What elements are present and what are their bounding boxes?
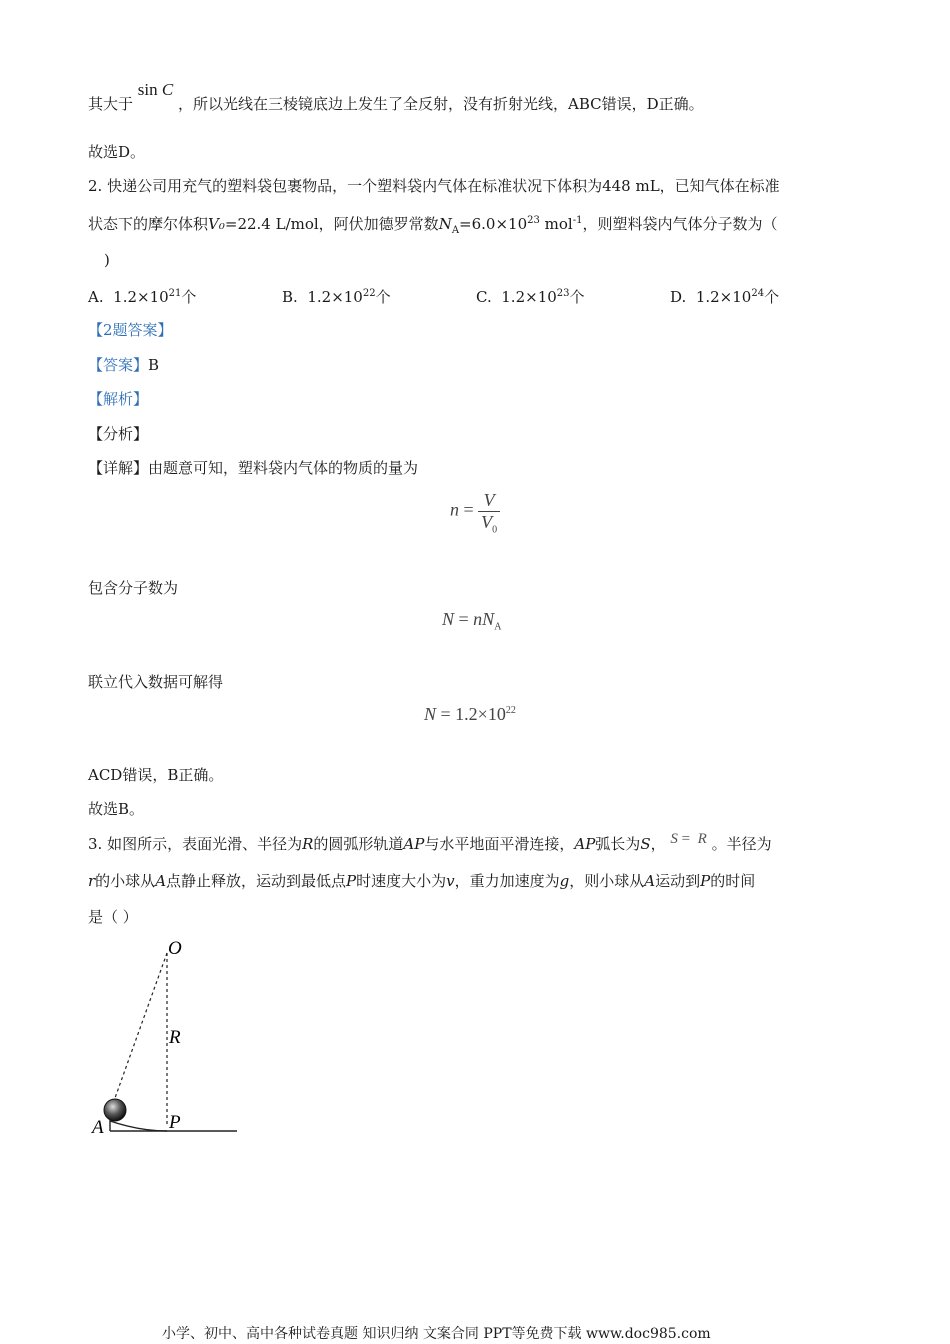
text-line-1 <box>88 80 704 114</box>
text-line: 故选B。 <box>88 800 145 818</box>
sin-c-expression: sin C <box>137 80 174 99</box>
answer-line: 【答案】B <box>88 356 160 374</box>
text-line: 联立代入数据可解得 <box>88 673 224 691</box>
label-p: P <box>169 1112 181 1133</box>
analysis-heading: 【解析】 <box>88 390 149 408</box>
footer-text: 小学、初中、高中各种试卷真题 知识归纳 文案合同 PPT等免费下载 www.doc985.com <box>162 1326 711 1342</box>
question-2-line-2: 状态下的摩尔体积V₀=22.4 L/mol，阿伏加德罗常数$N_A=6.0\times 10^{23}$ mol$^{-1}$，则塑料袋内气体分子数为（ <box>88 215 778 236</box>
text: ，所以光线在三棱镜底边上发生了全反射，没有折射光线，ABC错误，D正确。 <box>178 95 704 113</box>
question-3-line-2: r的小球从A点静止释放，运动到最低点P时速度大小为v，重力加速度为g，则小球从A运动到P的时间 <box>88 872 756 890</box>
option-a: A. $1.2\times 10^{21}$个 <box>88 288 197 306</box>
fenxi-heading: 【分析】 <box>88 425 149 443</box>
question-3-line-3: 是（ ） <box>88 908 138 926</box>
label-r: R <box>169 1027 181 1048</box>
equation-n-v-v0: n = $\frac{V}{V_0}$ <box>450 490 500 533</box>
option-b: B. $1.2\times 10^{22}$个 <box>282 288 391 306</box>
pendulum-figure <box>85 935 255 1140</box>
label-o: O <box>168 938 182 959</box>
ball <box>104 1099 126 1121</box>
arc-track <box>110 1121 167 1131</box>
answer-heading: 【2题答案】 <box>88 321 173 339</box>
text-line-2: 故选D。 <box>88 143 146 161</box>
equation-n-nna: $N = nN_A$ <box>442 609 502 633</box>
text: 其大于 <box>88 95 134 113</box>
text-line: ACD错误，B正确。 <box>88 766 224 784</box>
label-a: A <box>92 1117 104 1138</box>
equation-result: $N = 1.2\times 10^{22}$ <box>424 704 516 724</box>
string-line <box>115 953 167 1098</box>
s-equals-r: S = R <box>670 831 707 847</box>
text-line: 包含分子数为 <box>88 579 179 597</box>
question-3-line-1: 3. 如图所示，表面光滑、半径为R的圆弧形轨道AP与水平地面平滑连接，AP弧长为S， S = R 。半径为 <box>88 831 772 853</box>
option-c: C. $1.2\times 10^{23}$个 <box>476 288 585 306</box>
option-d: D. $1.2\times 10^{24}$个 <box>670 288 780 306</box>
question-2-line-3: ) <box>104 251 110 269</box>
detail-line: 【详解】由题意可知，塑料袋内气体的物质的量为 <box>88 459 419 477</box>
question-2-line-1: 2. 快递公司用充气的塑料袋包裹物品，一个塑料袋内气体在标准状况下体积为448 mL，已知气体在标准 <box>88 177 780 195</box>
